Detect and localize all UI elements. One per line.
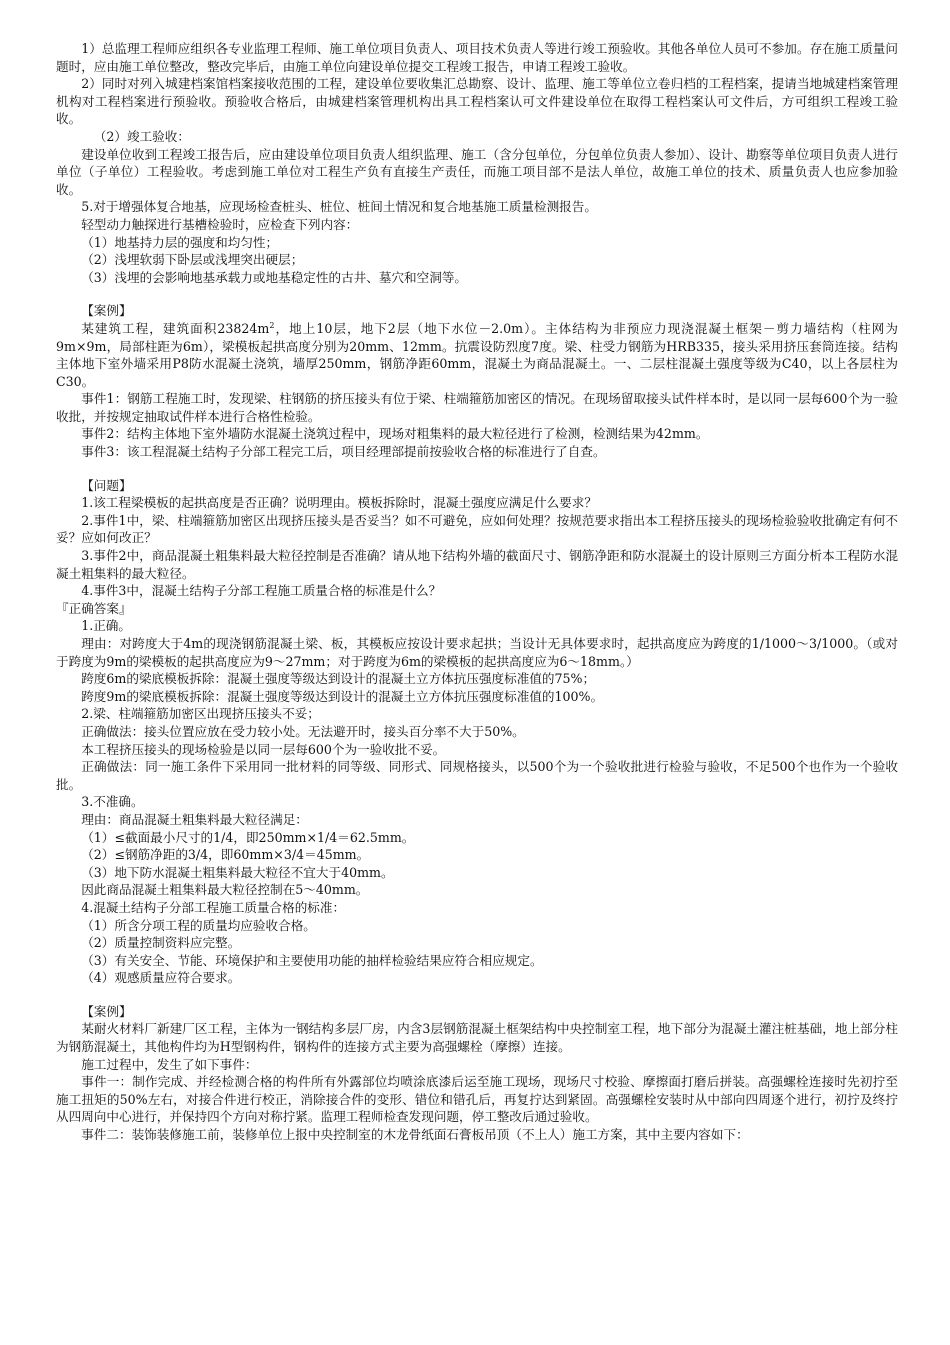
event-paragraph: 事件3：该工程混凝土结构子分部工程完工后，项目经理部提前按验收合格的标准进行了自查。 (81, 444, 606, 460)
answer-paragraph: 正确做法：同一施工条件下采用同一批材料的同等级、同形式、同规格接头，以500个为一个验收批进行检验与验收，不足500个也作为一个验收批。 (56, 759, 898, 792)
answer-paragraph: 3.不准确。 (81, 794, 144, 810)
case-heading: 【案例】 (81, 303, 132, 319)
list-item: （3）浅埋的会影响地基承载力或地基稳定性的古井、墓穴和空洞等。 (81, 269, 468, 285)
answer-paragraph: 2.梁、柱端箍筋加密区出现挤压接头不妥； (81, 706, 320, 722)
answer-paragraph: （2）≤钢筋净距的3/4，即60mm×3/4＝45mm。 (81, 847, 370, 863)
answer-paragraph: 1.正确。 (81, 618, 131, 634)
answer-paragraph: 理由：商品混凝土粗集料最大粒径满足： (81, 811, 308, 827)
list-item: （2）浅埋软弱下卧层或浅埋突出硬层； (81, 252, 304, 268)
case-heading: 【案例】 (81, 1003, 132, 1019)
event-paragraph: 事件1：钢筋工程施工时，发现梁、柱钢筋的挤压接头有位于梁、柱端箍筋加密区的情况。在现场留取接头试件样本时，是以同一层每600个为一验收批，并按规定抽取试件样本进行合格性检验。 (56, 391, 898, 424)
paragraph: 施工过程中，发生了如下事件： (81, 1056, 258, 1072)
case-description: 某耐火材料厂新建厂区工程，主体为一钢结构多层厂房，内含3层钢筋混凝土框架结构中央控制室工程，地下部分为混凝土灌注桩基础，地上部分柱为钢筋混凝土，其他构件均为H型钢构件，钢构件的连接方式主要为高强螺栓（摩擦）连接。 (56, 1021, 898, 1055)
event-paragraph: 事件2：结构主体地下室外墙防水混凝土浇筑过程中，现场对粗集料的最大粒径进行了检测，检测结果为42mm。 (81, 426, 709, 442)
question-item: 1.该工程梁模板的起拱高度是否正确？说明理由。模板拆除时，混凝土强度应满足什么要求？ (81, 495, 597, 511)
answer-paragraph: 跨度6m的梁底模板拆除：混凝土强度等级达到设计的混凝土立方体抗压强度标准值的75%； (81, 671, 596, 687)
answer-paragraph: 因此商品混凝土粗集料最大粒径控制在5～40mm。 (81, 882, 369, 898)
answer-paragraph: 4.混凝土结构子分部工程施工质量合格的标准： (81, 899, 346, 915)
paragraph: 轻型动力触探进行基槽检验时，应检查下列内容： (81, 216, 359, 232)
event-paragraph: 事件一：制作完成、并经检测合格的构件所有外露部位均喷涂底漆后运至施工现场，现场尺寸校验、摩擦面打磨后拼装。高强螺栓连接时先初拧至施工扭矩的50%左右，对接合件进行校正，消除接合件的变形、错位和错孔后，再复拧达到紧固。高强螺栓安装时从中部向四周逐个进行，初拧及终拧从四周向中心进行，并保持四个方向对称拧紧。监理工程师检查发现问题，停工整改后通过验收。 (56, 1074, 898, 1125)
answer-paragraph: （2）质量控制资料应完整。 (81, 935, 241, 951)
answer-paragraph: （3）地下防水混凝土粗集料最大粒径不宜大于40mm。 (81, 864, 394, 880)
answer-paragraph: （3）有关安全、节能、环境保护和主要使用功能的抽样检验结果应符合相应规定。 (81, 952, 543, 968)
paragraph: 1）总监理工程师应组织各专业监理工程师、施工单位项目负责人、项目技术负责人等进行竣工预验收。其他各单位人员可不参加。存在施工质量问题时，应由施工单位整改，整改完毕后，由施工单位向建设单位提交工程竣工报告，申请工程竣工验收。 (56, 41, 898, 74)
list-item: （1）地基持力层的强度和均匀性； (81, 234, 279, 250)
question-heading: 【问题】 (81, 477, 132, 493)
answer-paragraph: 本工程挤压接头的现场检验是以同一层每600个为一验收批不妥。 (81, 741, 446, 757)
case-description (56, 320, 898, 390)
answer-paragraph: 正确做法：接头位置应放在受力较小处。无法避开时，接头百分率不大于50%。 (81, 723, 525, 739)
superscript: 2 (269, 320, 275, 330)
case-text-a: 某建筑工程，建筑面积23824m (81, 320, 270, 336)
case-text-b: ，地上10层，地下2层（地下水位－2.0m）。主体结构为非预应力现浇混凝土框架－剪力墙结构（柱网为9m×9m，局部柱距为6m），梁模板起拱高度分别为20mm、12mm。抗震设防烈度7度。梁、柱受力钢筋为HRB335，接头采用挤压套筒连接。结构主体地下室外墙采用P8防水混凝土浇筑，墙厚250mm，钢筋净距60mm，混凝土为商品混凝土。一、二层柱混凝土强度等级为C40，以上各层柱为C30。 (56, 320, 898, 389)
question-item: 3.事件2中，商品混凝土粗集料最大粒径控制是否准确？请从地下结构外墙的截面尺寸、钢筋净距和防水混凝土的设计原则三方面分析本工程防水混凝土粗集料的最大粒径。 (56, 548, 898, 581)
event-paragraph: 事件二：装饰装修施工前，装修单位上报中央控制室的木龙骨纸面石膏板吊顶（不上人）施工方案，其中主要内容如下： (81, 1127, 749, 1143)
paragraph: 2）同时对列入城建档案馆档案接收范围的工程，建设单位要收集汇总勘察、设计、监理、施工等单位立卷归档的工程档案，提请当地城建档案管理机构对工程档案进行预验收。预验收合格后，由城建档案管理机构出具工程档案认可文件建设单位在取得工程档案认可文件后，方可组织工程竣工验收。 (56, 76, 898, 127)
answer-paragraph: 理由：对跨度大于4m的现浇钢筋混凝土梁、板，其模板应按设计要求起拱；当设计无具体要求时，起拱高度应为跨度的1/1000～3/1000。（或对于跨度为9m的梁模板的起拱高度应为9～27mm；对于跨度为6m的梁模板的起拱高度应为6～18mm。） (56, 636, 898, 669)
answer-paragraph: （4）观感质量应符合要求。 (81, 970, 241, 986)
answer-paragraph: （1）所含分项工程的质量均应验收合格。 (81, 917, 316, 933)
question-item: 4.事件3中，混凝土结构子分部工程施工质量合格的标准是什么？ (81, 583, 442, 599)
answer-paragraph: （1）≤截面最小尺寸的1/4，即250mm×1/4＝62.5mm。 (81, 829, 415, 845)
paragraph: 建设单位收到工程竣工报告后，应由建设单位项目负责人组织监理、施工（含分包单位，分包单位负责人参加）、设计、勘察等单位项目负责人进行单位（子单位）工程验收。考虑到施工单位对工程生产负有直接生产责任，而施工项目部不是法人单位，故施工单位的技术、质量负责人也应参加验收。 (56, 146, 898, 197)
question-item: 2.事件1中，梁、柱端箍筋加密区出现挤压接头是否妥当？如不可避免，应如何处理？按规范要求指出本工程挤压接头的现场检验验收批确定有何不妥？应如何改正？ (56, 512, 898, 546)
answer-heading: 『正确答案』 (56, 600, 132, 616)
paragraph: 5.对于增强体复合地基，应现场检查桩头、桩位、桩间土情况和复合地基施工质量检测报告。 (81, 199, 597, 215)
answer-paragraph: 跨度9m的梁底模板拆除：混凝土强度等级达到设计的混凝土立方体抗压强度标准值的100%。 (81, 688, 604, 704)
section-heading: （2）竣工验收： (93, 128, 190, 144)
